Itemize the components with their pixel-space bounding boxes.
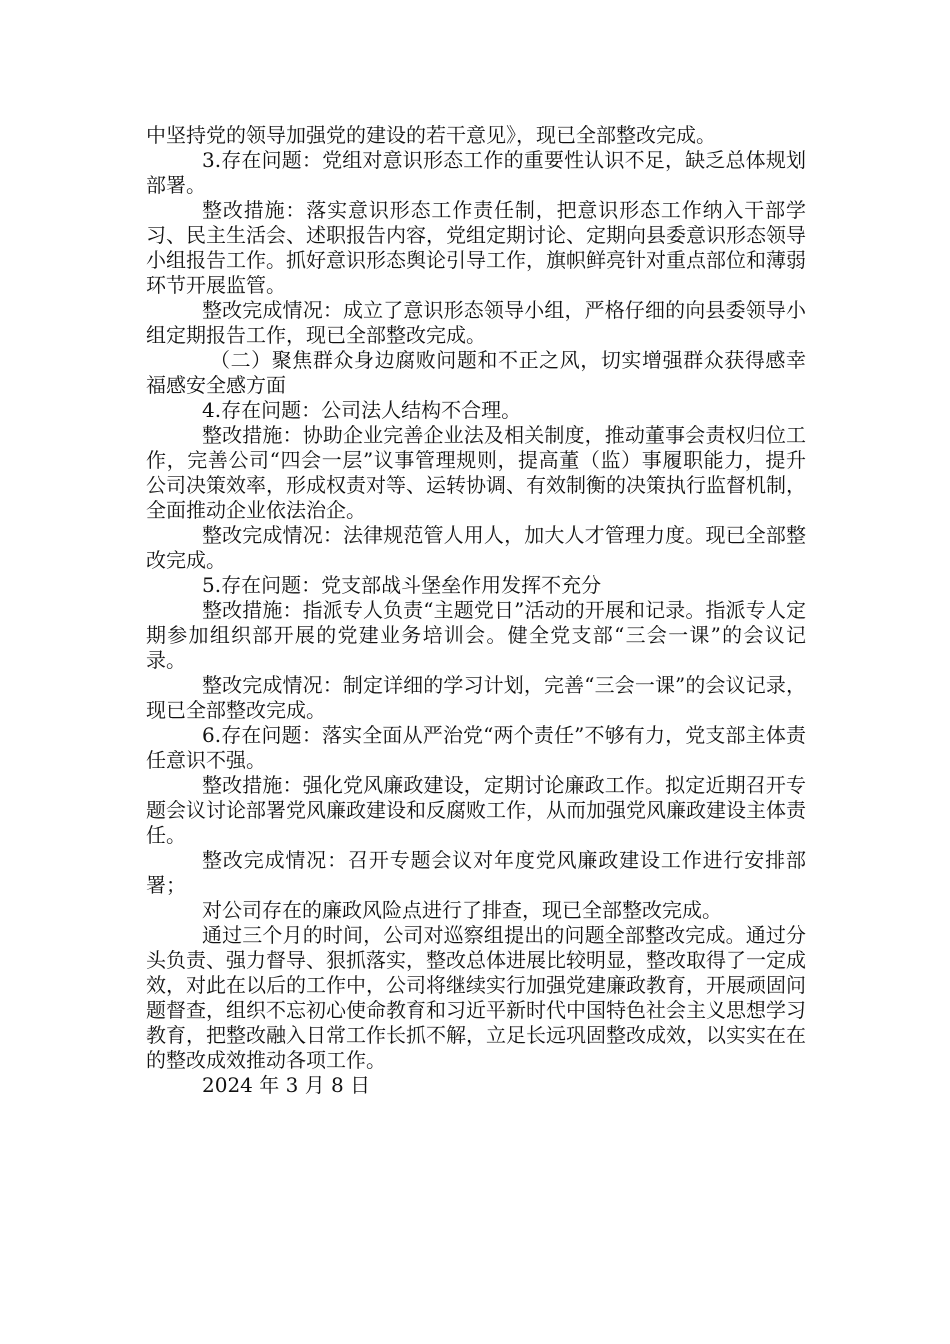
paragraph-issue-3: 3.存在问题：党组对意识形态工作的重要性认识不足，缺乏总体规划部署。: [146, 148, 806, 197]
paragraph-completion-5: 整改完成情况：制定详细的学习计划，完善“三会一课”的会议记录，现已全部整改完成。: [146, 673, 806, 722]
paragraph-measures-4: 整改措施：协助企业完善企业法及相关制度，推动董事会责权归位工作，完善公司“四会一层”议事管理规则，提高董（监）事履职能力，提升公司决策效率，形成权责对等、运转协调、有效制衡的决策执行监督机制，全面推动企业依法治企。: [146, 423, 806, 522]
paragraph-issue-5: 5.存在问题：党支部战斗堡垒作用发挥不充分: [202, 573, 602, 597]
paragraph-issue-6: 6.存在问题：落实全面从严治党“两个责任”不够有力，党支部主体责任意识不强。: [146, 723, 806, 772]
paragraph-issue-4: 4.存在问题：公司法人结构不合理。: [202, 398, 522, 422]
paragraph-completion-6-cont: 对公司存在的廉政风险点进行了排查，现已全部整改完成。: [202, 898, 722, 922]
paragraph-completion-4: 整改完成情况：法律规范管人用人，加大人才管理力度。现已全部整改完成。: [146, 523, 806, 572]
paragraph-continuation: 中坚持党的领导加强党的建设的若干意见》，现已全部整改完成。: [146, 123, 716, 147]
paragraph-measures-6: 整改措施：强化党风廉政建设，定期讨论廉政工作。拟定近期召开专题会议讨论部署党风廉政建设和反腐败工作，从而加强党风廉政建设主体责任。: [146, 773, 806, 847]
paragraph-measures-3: 整改措施：落实意识形态工作责任制，把意识形态工作纳入干部学习、民主生活会、述职报告内容，党组定期讨论、定期向县委意识形态领导小组报告工作。抓好意识形态舆论引导工作，旗帜鲜亮针对重点部位和薄弱环节开展监管。: [146, 198, 806, 297]
section-heading-2: （二）聚焦群众身边腐败问题和不正之风，切实增强群众获得感幸福感安全感方面: [146, 348, 806, 397]
paragraph-completion-6: 整改完成情况：召开专题会议对年度党风廉政建设工作进行安排部署；: [146, 848, 806, 897]
document-body: [146, 123, 806, 1098]
document-date: 2024 年 3 月 8 日: [202, 1073, 371, 1097]
paragraph-completion-3: 整改完成情况：成立了意识形态领导小组，严格仔细的向县委领导小组定期报告工作，现已全部整改完成。: [146, 298, 806, 347]
paragraph-measures-5: 整改措施：指派专人负责“主题党日”活动的开展和记录。指派专人定期参加组织部开展的党建业务培训会。健全党支部“三会一课”的会议记录。: [146, 598, 806, 672]
paragraph-summary: 通过三个月的时间，公司对巡察组提出的问题全部整改完成。通过分头负责、强力督导、狠抓落实，整改总体进展比较明显，整改取得了一定成效，对此在以后的工作中，公司将继续实行加强党建廉政教育，开展顽固问题督查，组织不忘初心使命教育和习近平新时代中国特色社会主义思想学习教育，把整改融入日常工作长抓不解，立足长远巩固整改成效，以实实在在的整改成效推动各项工作。: [146, 923, 806, 1072]
